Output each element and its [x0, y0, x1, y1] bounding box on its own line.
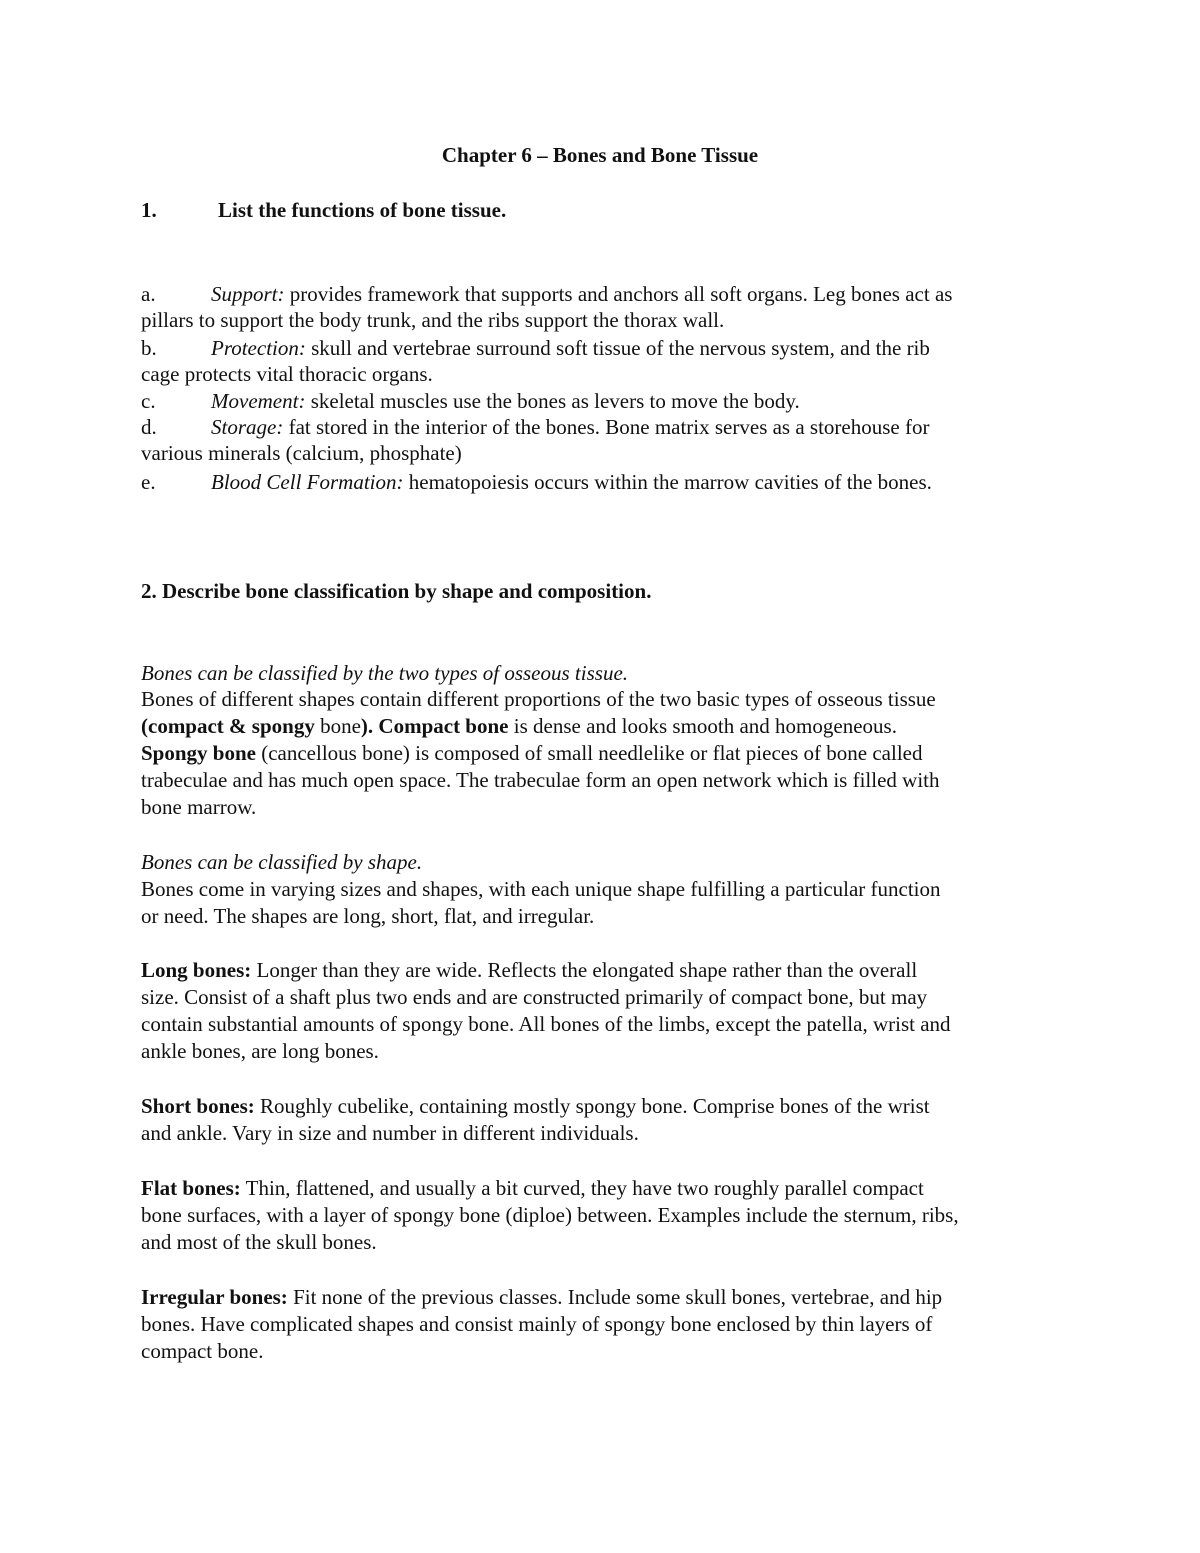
bold-term: Long bones: — [141, 958, 252, 982]
section-heading: Bones can be classified by shape. — [141, 850, 423, 874]
text-run: (cancellous bone) is composed of small needlelike or flat pieces of bone called — [255, 741, 923, 765]
bold-term: Compact bone — [378, 714, 509, 738]
function-description-cont: cage protects vital thoracic organs. — [141, 362, 433, 386]
question-1-text: List the functions of bone tissue. — [218, 198, 507, 222]
paragraph-line: Bones come in varying sizes and shapes, with each unique shape fulfilling a particular function — [141, 877, 941, 901]
text-run: Thin, flattened, and usually a bit curved, they have two roughly parallel compact — [240, 1176, 924, 1200]
paragraph-line — [141, 1093, 930, 1120]
text-run: Roughly cubelike, containing mostly spongy bone. Comprise bones of the wrist — [254, 1094, 930, 1118]
function-term: Support: — [211, 282, 285, 306]
function-term: Protection: — [211, 336, 306, 360]
question-1-number: 1. — [141, 198, 157, 222]
paragraph-line — [141, 1175, 924, 1202]
function-description-cont: pillars to support the body trunk, and the ribs support the thorax wall. — [141, 308, 725, 332]
function-term: Movement: — [211, 389, 306, 413]
list-letter: d. — [141, 415, 157, 439]
paragraph-line — [141, 713, 897, 740]
bold-term: Flat bones: — [141, 1176, 241, 1200]
bold-term: Irregular bones: — [141, 1285, 288, 1309]
text-run: is dense and looks smooth and homogeneous. — [508, 714, 897, 738]
bold-punct: ). — [360, 714, 379, 738]
function-description: provides framework that supports and anchors all soft organs. Leg bones act as — [284, 282, 953, 306]
bold-term: (compact & spongy — [141, 714, 315, 738]
paragraph-line: bone surfaces, with a layer of spongy bone (diploe) between. Examples include the sternum, ribs, — [141, 1203, 959, 1227]
text-run: Fit none of the previous classes. Include some skull bones, vertebrae, and hip — [287, 1285, 943, 1309]
bold-term: Spongy bone — [141, 741, 256, 765]
text-run: bone — [314, 714, 361, 738]
paragraph-line: or need. The shapes are long, short, flat, and irregular. — [141, 904, 595, 928]
function-term: Blood Cell Formation: — [211, 470, 404, 494]
paragraph-line: and most of the skull bones. — [141, 1230, 377, 1254]
function-description: skull and vertebrae surround soft tissue of the nervous system, and the rib — [305, 336, 930, 360]
bold-term: Short bones: — [141, 1094, 255, 1118]
paragraph-line: trabeculae and has much open space. The trabeculae form an open network which is filled with — [141, 768, 940, 792]
paragraph-line: contain substantial amounts of spongy bone. All bones of the limbs, except the patella, wrist and — [141, 1012, 951, 1036]
list-letter: c. — [141, 389, 156, 413]
function-description: fat stored in the interior of the bones. Bone matrix serves as a storehouse for — [283, 415, 930, 439]
function-description: hematopoiesis occurs within the marrow cavities of the bones. — [403, 470, 932, 494]
paragraph-line: ankle bones, are long bones. — [141, 1039, 379, 1063]
list-letter: b. — [141, 336, 157, 360]
function-description: skeletal muscles use the bones as levers to move the body. — [305, 389, 800, 413]
section-heading: Bones can be classified by the two types of osseous tissue. — [141, 661, 629, 685]
paragraph-line: Bones of different shapes contain different proportions of the two basic types of osseous tissue — [141, 687, 936, 711]
paragraph-line — [141, 957, 917, 984]
paragraph-line: size. Consist of a shaft plus two ends and are constructed primarily of compact bone, but may — [141, 985, 928, 1009]
page-title: Chapter 6 – Bones and Bone Tissue — [441, 143, 759, 167]
function-description-cont: various minerals (calcium, phosphate) — [141, 441, 462, 465]
text-run: Longer than they are wide. Reflects the elongated shape rather than the overall — [251, 958, 918, 982]
paragraph-line — [141, 740, 922, 767]
paragraph-line: bone marrow. — [141, 795, 257, 819]
list-letter: e. — [141, 470, 156, 494]
paragraph-line: compact bone. — [141, 1339, 264, 1363]
question-2-text: 2. Describe bone classification by shape and composition. — [141, 579, 652, 603]
paragraph-line: and ankle. Vary in size and number in different individuals. — [141, 1121, 639, 1145]
paragraph-line: bones. Have complicated shapes and consist mainly of spongy bone enclosed by thin layers of — [141, 1312, 933, 1336]
function-term: Storage: — [211, 415, 284, 439]
paragraph-line — [141, 1284, 942, 1311]
list-letter: a. — [141, 282, 156, 306]
